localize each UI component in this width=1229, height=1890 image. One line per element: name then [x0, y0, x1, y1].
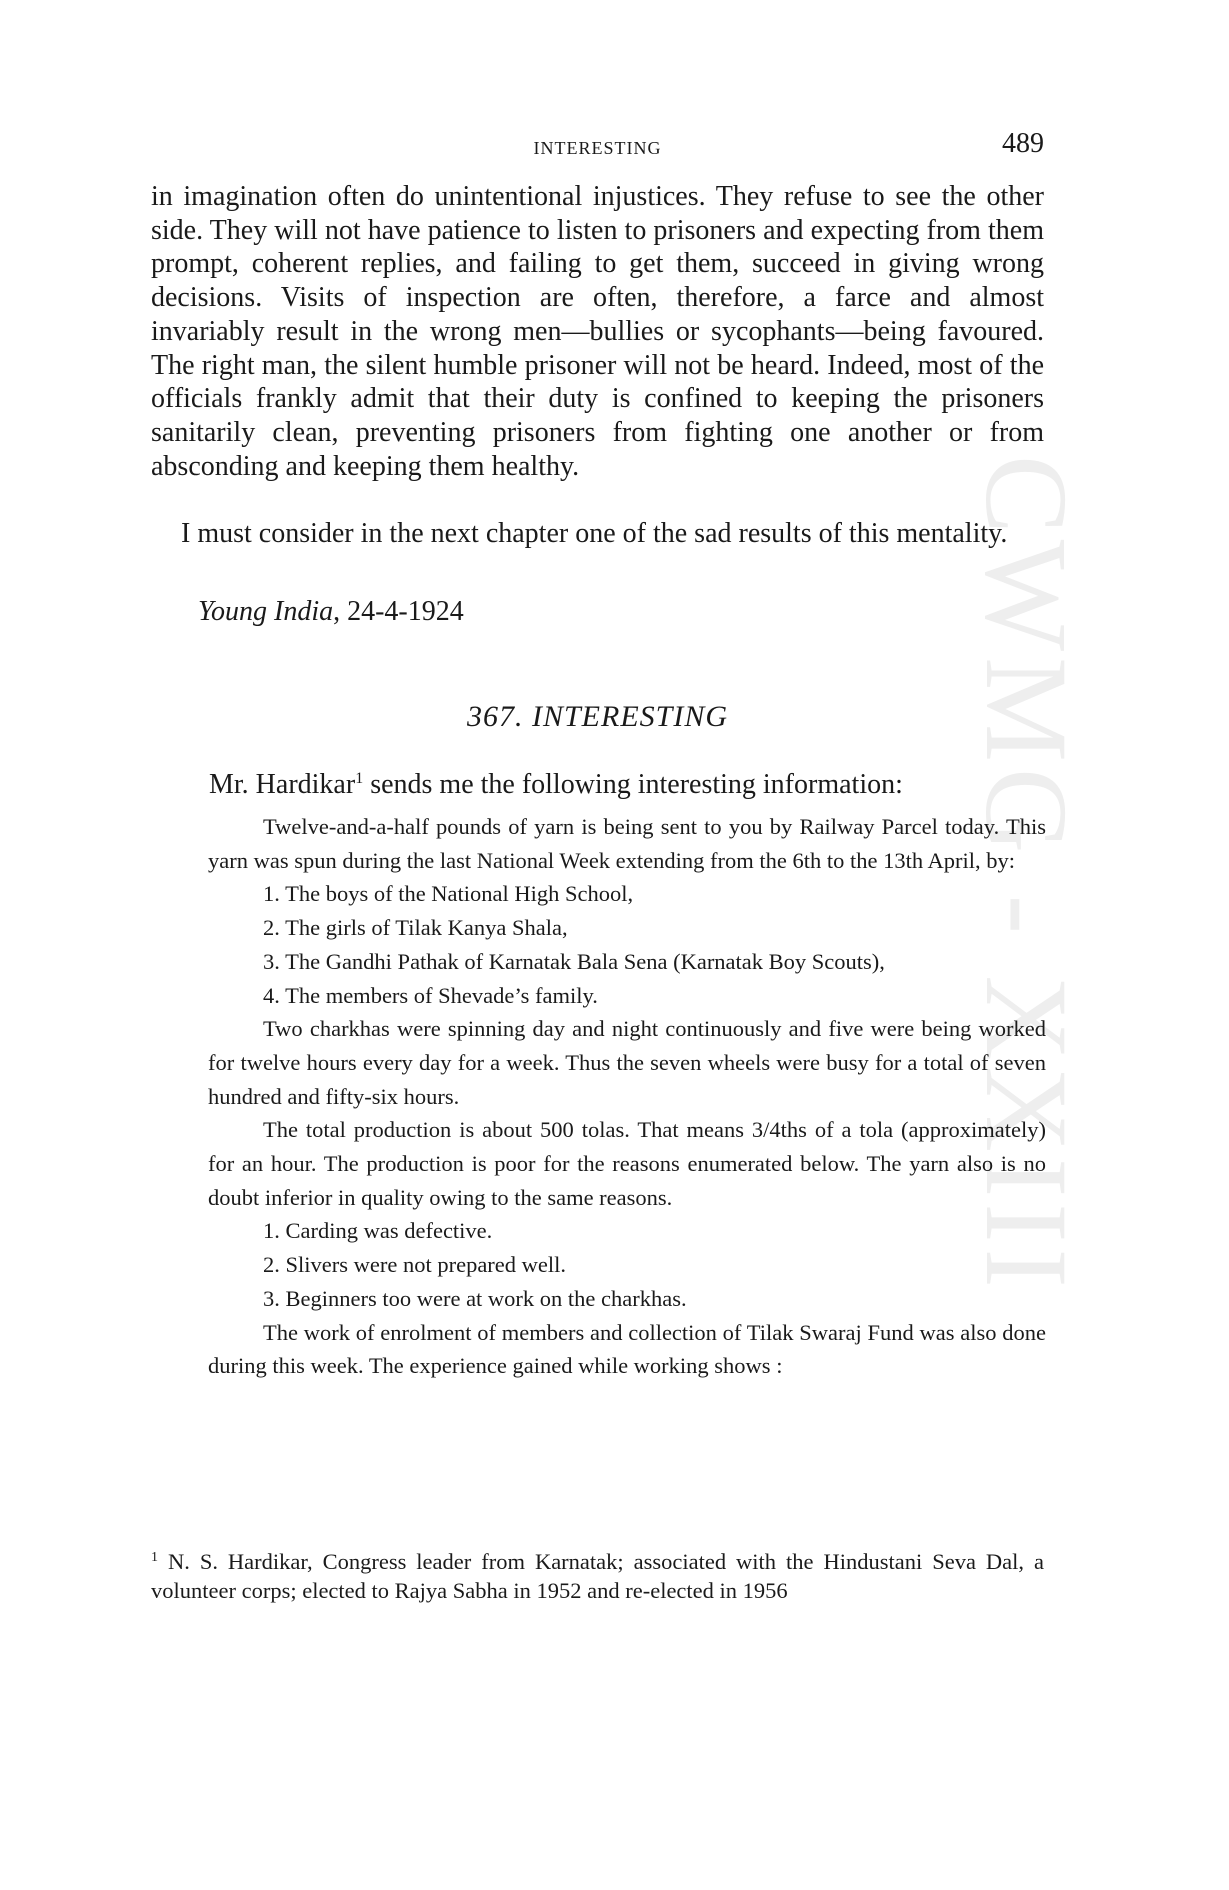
quoted-letter [208, 810, 1046, 1383]
letter-paragraph: Twelve-and-a-half pounds of yarn is being sent to you by Railway Parcel today. This yarn was spun during the last National Week extending from the 6th to the 13th April, by: [208, 814, 1046, 873]
article-title: 367. INTERESTING [466, 700, 728, 733]
continued-paragraph: in imagination often do unintentional injustices. They refuse to see the other side. They will not have patience to listen to prisoners and expecting from them prompt, coherent replies, and failing to get them, succeed in giving wrong decisions. Visits of inspection are often, therefore, a farce and almost invariably result in the wrong men—bullies or sycophants—being favoured. The right man, the silent humble prisoner will not be heard. Indeed, most of the officials frankly admit that their duty is confined to keeping the prisoners sanitarily clean, preventing prisoners from fighting one another or from absconding and keeping them healthy. [151, 181, 1044, 482]
footnote-mark: 1 [151, 1550, 158, 1565]
list-item: 3. The Gandhi Pathak of Karnatak Bala Sena (Karnatak Boy Scouts), [263, 948, 885, 974]
watermark: CWMG - XXIII [961, 455, 1092, 1294]
closing-paragraph: I must consider in the next chapter one of the sad results of this mentality. [181, 518, 1008, 549]
footnote [151, 1543, 1044, 1605]
running-head: INTERESTING [533, 138, 662, 158]
intro-text-before: Mr. Hardikar [209, 769, 356, 800]
intro-text-after: sends me the following interesting information: [363, 769, 903, 800]
letter-paragraph: The work of enrolment of members and collection of Tilak Swaraj Fund was also done during this week. The experience gained while working shows : [208, 1319, 1046, 1379]
page-number: 489 [1002, 128, 1044, 159]
letter-paragraph: The total production is about 500 tolas. That means 3/4ths of a tola (approximately) for an hour. The production is poor for the reasons enumerated below. The yarn also is no doubt inferior in quality owing to the same reasons. [208, 1117, 1046, 1210]
list-item: 1. The boys of the National High School, [263, 881, 634, 907]
list-item: 2. Slivers were not prepared well. [263, 1252, 567, 1278]
source-publication: Young India [198, 596, 334, 627]
article-intro [209, 762, 1044, 802]
page-header [151, 128, 1044, 168]
source-citation [198, 596, 464, 628]
source-date: , 24-4-1924 [333, 596, 464, 627]
letter-paragraph: Two charkhas were spinning day and night continuously and five were being worked for twelve hours every day for a week. Thus the seven wheels were busy for a total of seven hundred and fifty-six hours. [208, 1016, 1046, 1109]
list-item: 1. Carding was defective. [263, 1218, 493, 1244]
list-item: 4. The members of Shevade’s family. [263, 982, 598, 1008]
list-item: 3. Beginners too were at work on the charkhas. [263, 1285, 687, 1311]
footnote-text: N. S. Hardikar, Congress leader from Karnatak; associated with the Hindustani Seva Dal, a volunteer corps; elected to Rajya Sabha in 1952 and re-elected in 1956 [151, 1549, 1044, 1603]
list-item: 2. The girls of Tilak Kanya Shala, [263, 915, 568, 941]
footnote-reference: 1 [355, 770, 364, 787]
